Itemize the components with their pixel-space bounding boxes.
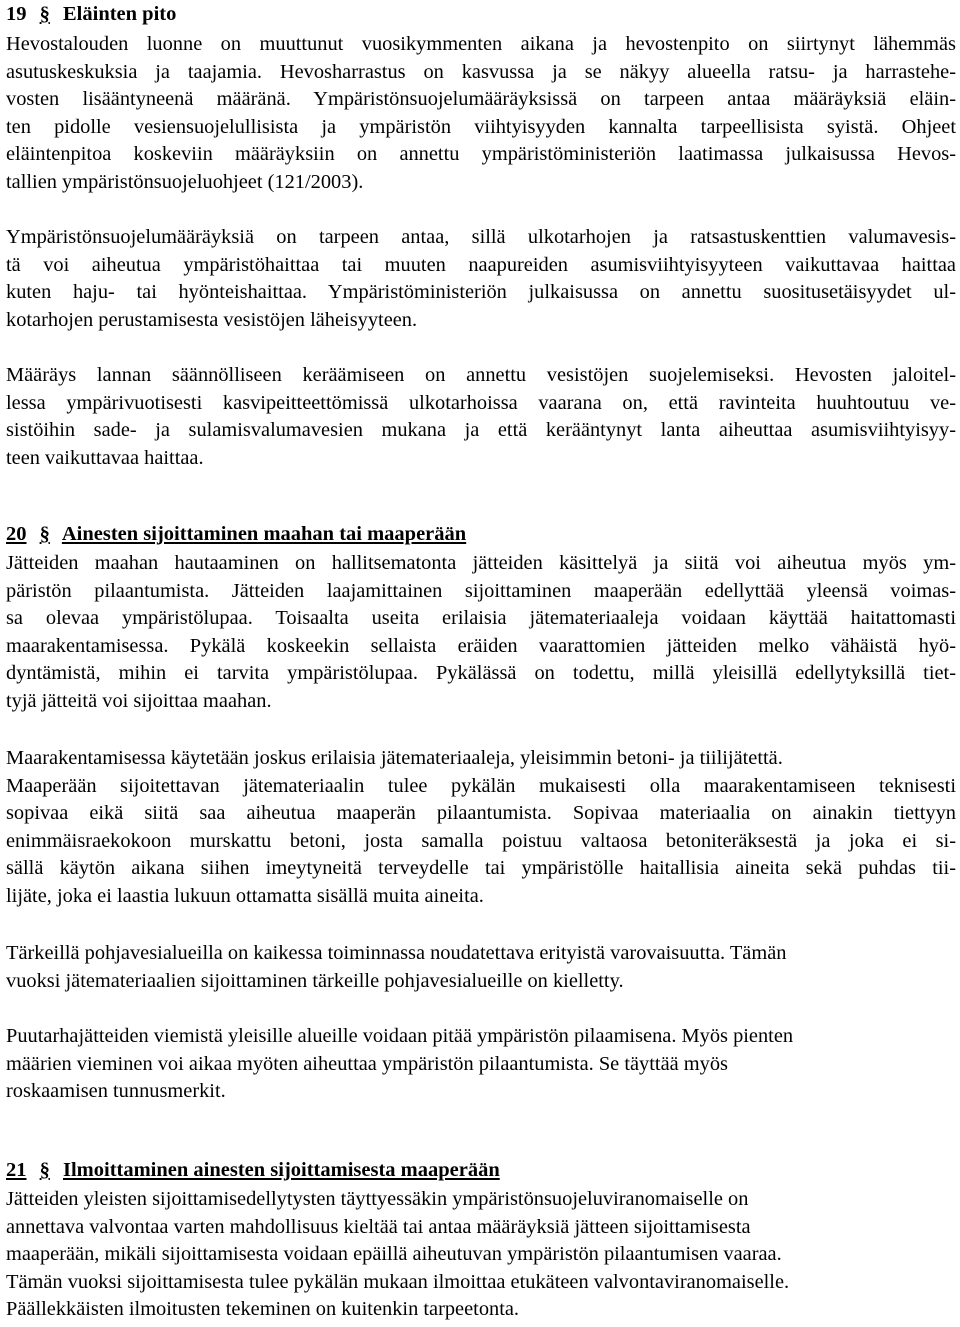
paragraph (6, 1186, 956, 1324)
text-line: Tämän vuoksi sijoittamisesta tulee pykälän mukaan ilmoittaa etukäteen valvontaviranomaiselle. (6, 1270, 790, 1293)
text-line: Maaperään sijoitettavan jätemateriaalin tulee pykälän mukaisesti olla maarakentamiseen teknisesti (6, 774, 956, 797)
paragraph (6, 31, 956, 197)
text-line: tyjä jätteitä voi sijoittaa maahan. (6, 689, 272, 712)
section-title: Ilmoittaminen ainesten sijoittamisesta maaperään (63, 1159, 500, 1181)
paragraph (6, 1023, 956, 1106)
section-19 (6, 0, 956, 197)
text-line: Tärkeillä pohjavesialueilla on kaikessa toiminnassa noudatettava erityistä varovaisuutta. Tämän (6, 942, 787, 964)
section-title: Eläinten pito (63, 3, 177, 25)
text-line: vosten lisääntyneenä määränä. Ympäristönsuojelumääräyksissä on tarpeen antaa määräyksiä eläin- (6, 88, 956, 111)
section-symbol: § (39, 3, 50, 25)
paragraph (6, 550, 956, 716)
section-number: 21 (6, 1159, 27, 1181)
text-line: Päällekkäisten ilmoitusten tekeminen on kuitenkin tarpeetonta. (6, 1298, 520, 1321)
text-line: Puutarhajätteiden viemistä yleisille alueille voidaan pitää ympäristön pilaamisena. Myös pienten (6, 1025, 794, 1047)
text-line: lijäte, joka ei laastia lukuun ottamatta sisällä muita aineita. (6, 884, 484, 907)
text-line: sopivaa eikä siitä saa aiheutua maaperän pilaantumista. Sopivaa materiaalia on ainakin tiettyyn (6, 802, 956, 825)
text-line: roskaamisen tunnusmerkit. (6, 1080, 226, 1103)
text-line: Jätteiden maahan hautaaminen on hallitsematonta jätteiden käsittelyä ja siitä voi aiheutua myös ym- (6, 552, 956, 574)
section-title: Ainesten sijoittaminen maahan tai maaperään (61, 523, 467, 545)
text-line: teen vaikuttavaa haittaa. (6, 446, 204, 469)
text-line: määrien vieminen voi aikaa myöten aiheuttaa ympäristön pilaantumista. Se täyttää myös (6, 1052, 728, 1075)
section-20 (6, 520, 956, 716)
text-line: kuten haju- tai hyönteishaittaa. Ympäristöministeriön julkaisussa on annettu suositusetäisyydet ul- (6, 281, 956, 304)
section-number: 20 (6, 523, 27, 545)
section-heading (6, 520, 956, 548)
text-line: maarakentamisessa. Pykälä koskeekin sellaista eräiden vaarattomien jätteiden melko vähäistä hyö- (6, 634, 956, 657)
text-line: Määräys lannan säännölliseen keräämiseen on annettu vesistöjen suojelemiseksi. Hevosten jaloitel- (6, 364, 956, 386)
text-line: Ympäristönsuojelumääräyksiä on tarpeen antaa, sillä ulkotarhojen ja ratsastuskenttien valumavesis- (6, 226, 956, 248)
text-line: Maarakentamisessa käytetään joskus erilaisia jätemateriaaleja, yleisimmin betoni- ja tiilijätettä. (6, 747, 783, 769)
text-line: asutuskeskuksia ja taajamia. Hevosharrastus on kasvussa ja se näkyy alueella ratsu- ja harrastehe- (6, 60, 956, 83)
text-line: päristön pilaantumista. Jätteiden laajamittainen sijoittaminen maaperään edellyttää yleensä voimas- (6, 579, 956, 602)
paragraph (6, 745, 956, 911)
text-line: dyntämistä, mihin ei tarvita ympäristölupaa. Pykälässä on todettu, millä yleisillä edellytyksillä tiet- (6, 662, 956, 685)
text-line: tallien ympäristönsuojeluohjeet (121/2003). (6, 170, 364, 193)
text-line: sistöihin sade- ja sulamisvalumavesien mukana ja että kerääntynyt lanta aiheuttaa asumisviihtyisyy- (6, 419, 956, 442)
paragraph (6, 940, 956, 995)
section-21 (6, 1156, 956, 1324)
section-heading (6, 0, 956, 28)
paragraph (6, 362, 956, 472)
text-line: Hevostalouden luonne on muuttunut vuosikymmenten aikana ja hevostenpito on siirtynyt lähemmäs (6, 33, 956, 55)
section-symbol: § (39, 523, 50, 545)
paragraph (6, 224, 956, 334)
text-line: tä voi aiheutua ympäristöhaittaa tai muuten naapureiden asumisviihtyisyyteen vaikuttavaa haittaa (6, 253, 956, 276)
text-line: ten pidolle vesiensuojelullisista ja ympäristön viihtyisyyden kannalta tarpeellisista syistä. Ohjeet (6, 115, 956, 138)
text-line: enimmäisraekokoon murskattu betoni, josta samalla poistuu valtaosa betoniteräksestä ja joka ei si- (6, 829, 956, 852)
text-line: lessa ympärivuotisesti kasvipeitteettömissä ulkotarhoissa vaarana on, että ravinteita huuhtoutuu ve- (6, 391, 956, 414)
section-number: 19 (6, 3, 27, 25)
text-line: Jätteiden yleisten sijoittamisedellytysten täyttyessäkin ympäristönsuojeluviranomaiselle on (6, 1188, 749, 1210)
text-line: sa olevaa ympäristölupaa. Toisaalta useita erilaisia jätemateriaaleja voidaan käyttää haitattomasti (6, 607, 956, 630)
text-line: kotarhojen perustamisesta vesistöjen läheisyyteen. (6, 308, 418, 331)
section-symbol: § (39, 1159, 50, 1181)
text-line: sällä käytön aikana siihen imeytyneitä terveydelle tai ympäristölle haitallisia aineita sekä puhdas tii- (6, 857, 956, 880)
text-line: eläintenpitoa koskeviin määräyksiin on annettu ympäristöministeriön laatimassa julkaisussa Hevos- (6, 143, 956, 166)
text-line: annettava valvontaa varten mahdollisuus kieltää tai antaa määräyksiä jätteen sijoittamisesta (6, 1215, 751, 1238)
text-line: vuoksi jätemateriaalien sijoittaminen tärkeille pohjavesialueille on kielletty. (6, 969, 624, 992)
section-heading (6, 1156, 956, 1184)
text-line: maaperään, mikäli sijoittamisesta voidaan epäillä aiheutuvan ympäristön pilaantumisen vaaraa. (6, 1243, 782, 1266)
